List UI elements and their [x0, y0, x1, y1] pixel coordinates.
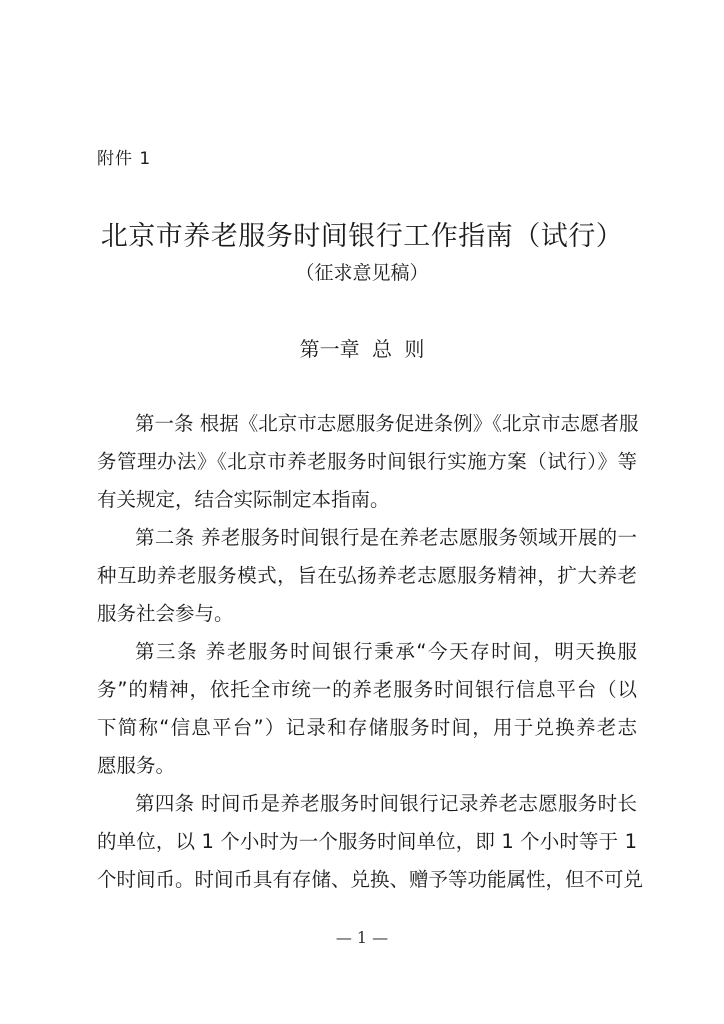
article-2-line-3: 服务社会参与。: [97, 602, 234, 625]
document-body: [97, 405, 644, 899]
article-3-line-1: 第三条 养老服务时间银行秉承“今天存时间，明天换服: [135, 640, 637, 663]
chapter-heading: 第一章 总 则: [299, 337, 425, 361]
article-3-line-3: 下简称“信息平台”）记录和存储服务时间，用于兑换养老志: [97, 716, 637, 739]
article-4-line-3: 个时间币。时间币具有存储、兑换、赠予等功能属性，但不可兑: [97, 868, 644, 891]
article-4-line-1: 第四条 时间币是养老服务时间银行记录养老志愿服务时长: [135, 792, 637, 815]
document-title: 北京市养老服务时间银行工作指南（试行）: [100, 221, 624, 252]
article-1-line-2: 务管理办法》《北京市养老服务时间银行实施方案（试行）》等: [97, 450, 637, 473]
document-subtitle: （征求意见稿）: [295, 262, 429, 284]
article-2-line-1: 第二条 养老服务时间银行是在养老志愿服务领域开展的一: [135, 526, 637, 549]
attachment-label: 附件 1: [97, 149, 152, 169]
article-4-line-2: 的单位，以 1 个小时为一个服务时间单位，即 1 个小时等于 1: [97, 830, 637, 853]
article-2-line-2: 种互助养老服务模式，旨在弘扬养老志愿服务精神，扩大养老: [97, 564, 637, 587]
article-3-line-4: 愿服务。: [97, 754, 176, 777]
page-number: — 1 —: [335, 928, 389, 947]
article-1-line-1: 第一条 根据《北京市志愿服务促进条例》《北京市志愿者服: [135, 412, 639, 435]
article-3-line-2: 务”的精神，依托全市统一的养老服务时间银行信息平台（以: [97, 678, 637, 701]
article-1-line-3: 有关规定，结合实际制定本指南。: [97, 488, 390, 511]
